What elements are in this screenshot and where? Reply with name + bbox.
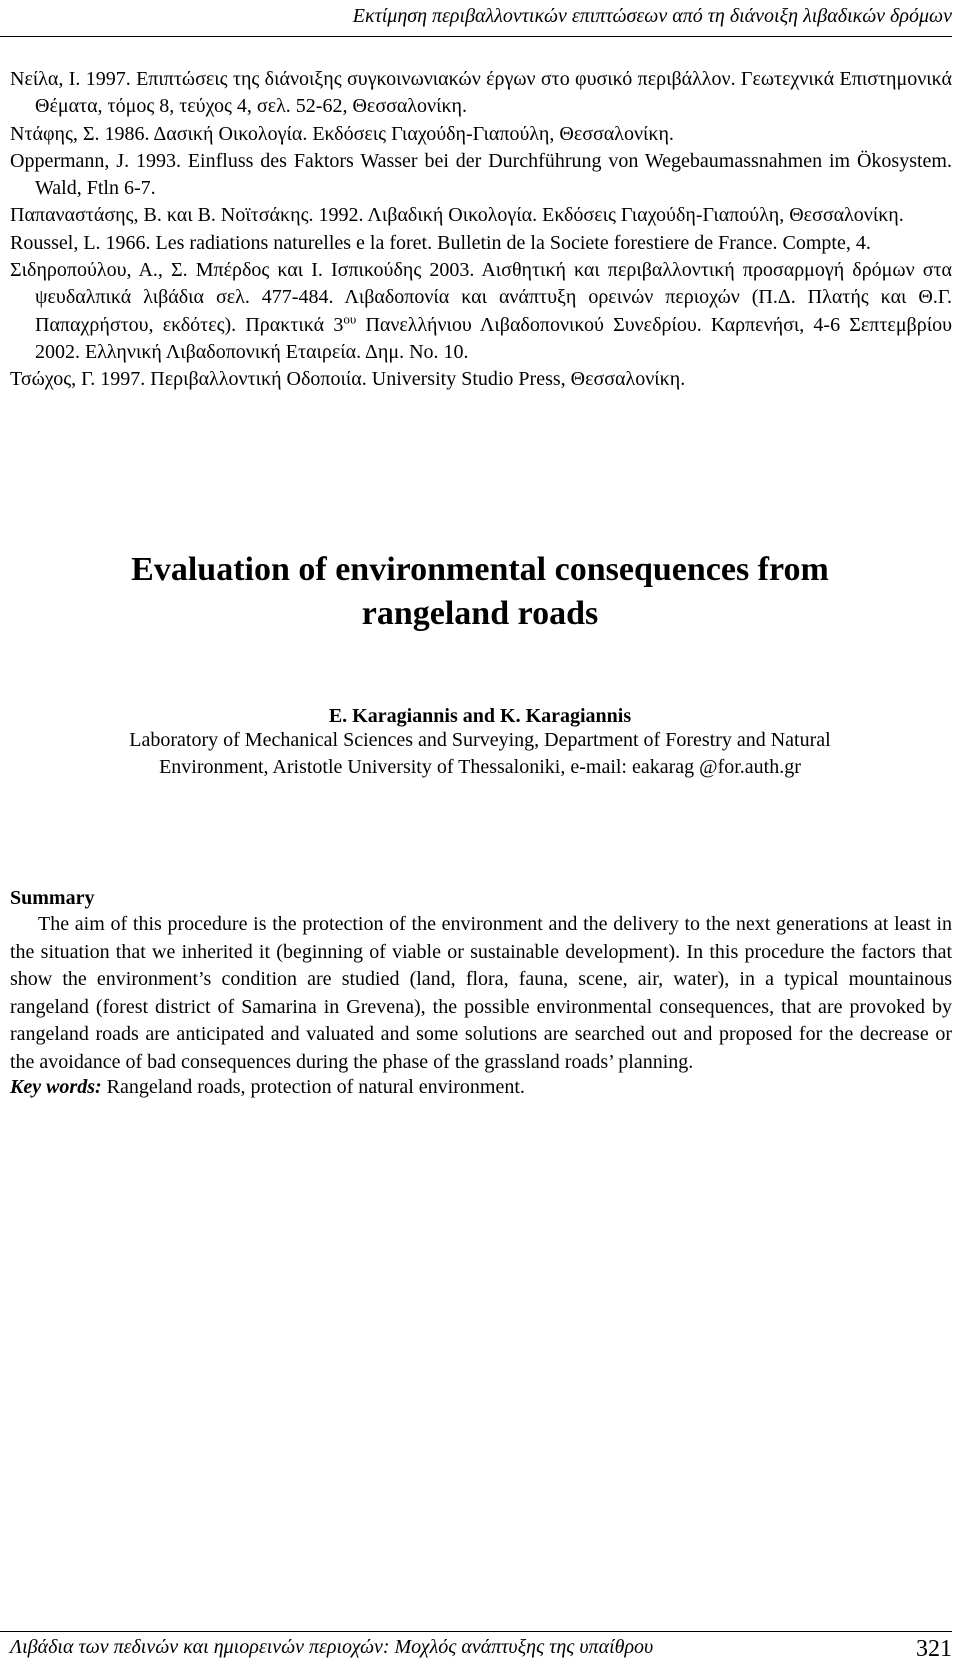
running-header: Εκτίμηση περιβαλλοντικών επιπτώσεων από τη διάνοιξη λιβαδικών δρόμων [0,2,952,37]
summary-body: The aim of this procedure is the protection of the environment and the delivery to the next generations at least in the situation that we inherited it (beginning of viable or sustainable development). In this procedure the factors that show the environment’s condition are studied (land, flora, fauna, scene, air, water), in a typical mountainous rangeland (forest district of Samarina in Grevena), the possible environmental consequences, that are provoked by rangeland roads are anticipated and valuated and some solutions are searched out and proposed for the decrease or the avoidance of bad consequences during the phase of the grassland roads’ planning. [10,913,952,1073]
affiliation-line: Laboratory of Mechanical Sciences and Surveying, Department of Forestry and Natural [129,729,831,751]
reference-item: Παπαναστάσης, Β. και Β. Νοϊτσάκης. 1992. Λιβαδική Οικολογία. Εκδόσεις Γιαχούδη-Γιαπούλη, Θεσσαλονίκη. [10,204,904,227]
reference-item: Oppermann, J. 1993. Einfluss des Faktors Wasser bei der Durchführung von Wegebaumassnahmen im Ökosystem. Wald, Ftln 6-7. [10,149,952,200]
page-number: 321 [916,1636,952,1662]
title-line: Evaluation of environmental consequences from [131,551,829,588]
footer-text: Λιβάδια των πεδινών και ημιορεινών περιοχών: Μοχλός ανάπτυξης της υπαίθρου [10,1636,654,1658]
keywords-text: Rangeland roads, protection of natural environment. [101,1076,525,1098]
reference-text: Πανελλήνιου Λιβαδοπονικού Συνεδρίου. Καρπενήσι, 4-6 Σεπτεμβρίου 2002. Ελληνική Λιβαδοπονική Εταιρεία. Δημ. No. 10. [35,313,952,363]
title-line: rangeland roads [361,595,599,632]
reference-item: Ντάφης, Σ. 1986. Δασική Οικολογία. Εκδόσεις Γιαχούδη-Γιαπούλη, Θεσσαλονίκη. [10,122,674,145]
affiliation [0,727,960,781]
page-footer [0,1631,952,1666]
reference-list [10,66,952,394]
keywords-label: Key words: [10,1076,102,1098]
reference-item [10,257,952,366]
paper-title [0,548,960,636]
affiliation-line: Environment, Aristotle University of Thessaloniki, e-mail: eakarag @for.auth.gr [159,756,801,778]
keywords [10,1074,952,1101]
summary-heading: Summary [10,887,95,909]
reference-item: Τσώχος, Γ. 1997. Περιβαλλοντική Οδοποιία. University Studio Press, Θεσσαλονίκη. [10,368,686,391]
reference-item: Νείλα, Ι. 1997. Επιπτώσεις της διάνοιξης συγκοινωνιακών έργων στο φυσικό περιβάλλον. Γεωτεχνικά Επιστημονικά Θέματα, τόμος 8, τεύχος 4, σελ. 52-62, Θεσσαλονίκη. [10,68,952,118]
superscript-ordinal: ου [343,311,357,327]
reference-text: Σιδηροπούλου, Α., Σ. Μπέρδος και Ι. Ισπικούδης 2003. Αισθητική και περιβαλλοντική προσαρμογή δρόμων στα ψευδαλπικά λιβάδια σελ. 477-484. Λιβαδοπονία και ανάπτυξη ορεινών περιοχών (Π.Δ. Πλατής και Θ.Γ. Παπαχρήστου, εκδότες). Πρακτικά 3 [10,259,952,336]
authors: E. Karagiannis and K. Karagiannis [328,705,632,727]
reference-item: Roussel, L. 1966. Les radiations naturelles e la foret. Bulletin de la Societe forestiere de France. Compte, 4. [10,231,871,254]
